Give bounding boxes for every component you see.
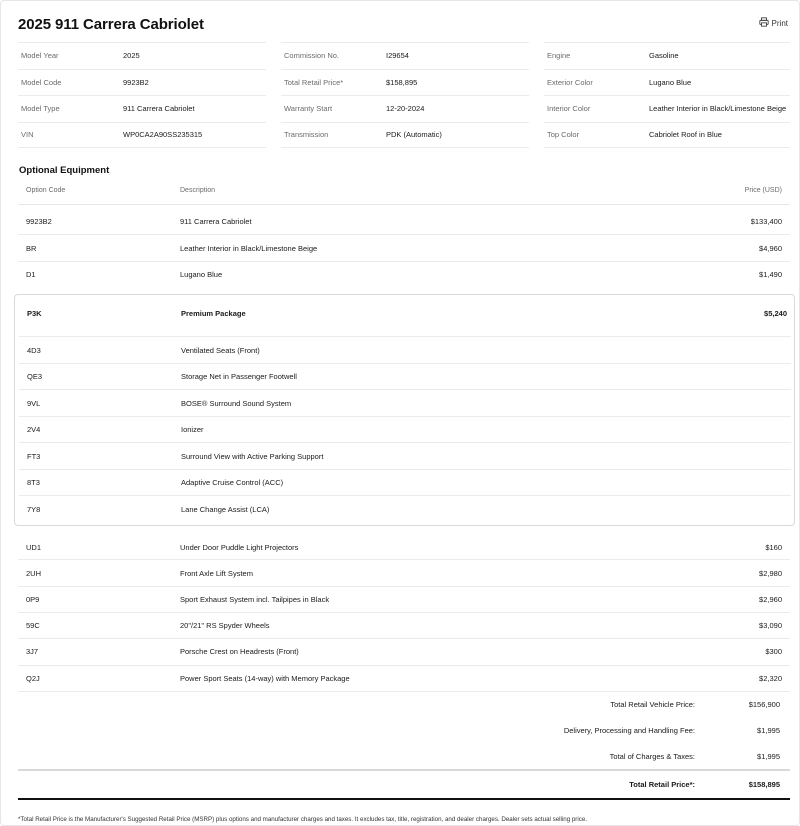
- spec-value: PDK (Automatic): [386, 130, 442, 140]
- option-description: Lugano Blue: [180, 270, 223, 279]
- spec-value: $158,895: [386, 77, 418, 87]
- spec-row: [281, 122, 529, 149]
- option-code: 2V4: [27, 425, 41, 434]
- option-code: FT3: [27, 452, 41, 461]
- option-code: 8T3: [27, 478, 40, 487]
- spec-row: [544, 122, 790, 149]
- option-code: BR: [26, 244, 37, 253]
- spec-value: Cabriolet Roof in Blue: [649, 130, 722, 140]
- option-code: 4D3: [27, 346, 41, 355]
- spec-row: [281, 42, 529, 69]
- printer-icon: [759, 17, 769, 29]
- table-row: [18, 262, 790, 289]
- option-description: 20"/21" RS Spyder Wheels: [180, 621, 270, 630]
- option-code: Q2J: [26, 674, 40, 683]
- option-price: $4,960: [759, 244, 782, 253]
- package-item-row: [19, 496, 791, 525]
- option-code: 9VL: [27, 399, 41, 408]
- option-description: Power Sport Seats (14-way) with Memory Package: [180, 674, 350, 683]
- spec-value: WP0CA2A90SS235315: [123, 130, 203, 140]
- spec-label: Exterior Color: [547, 77, 593, 87]
- table-header: [18, 183, 790, 205]
- table-row: [18, 639, 790, 666]
- spec-value: 9923B2: [123, 77, 149, 87]
- charges-taxes-row: [408, 752, 788, 766]
- spec-row: [18, 69, 266, 96]
- option-description: Surround View with Active Parking Support: [181, 452, 324, 461]
- option-code: 59C: [26, 621, 40, 630]
- delivery-fee-row: [408, 726, 788, 740]
- option-description: Under Door Puddle Light Projectors: [180, 543, 299, 552]
- section-title: Optional Equipment: [19, 165, 110, 176]
- option-price: $2,980: [759, 569, 782, 578]
- option-description: Ionizer: [181, 425, 204, 434]
- package-description: Premium Package: [181, 309, 246, 318]
- spec-label: Engine: [547, 51, 571, 61]
- spec-value: 12-20-2024: [386, 104, 425, 114]
- total-label: Delivery, Processing and Handling Fee:: [563, 726, 695, 735]
- option-description: Ventilated Seats (Front): [181, 346, 260, 355]
- option-description: Leather Interior in Black/Limestone Beige: [180, 244, 318, 253]
- spec-label: Commission No.: [284, 51, 340, 61]
- option-code: UD1: [26, 543, 42, 552]
- spec-row: [18, 42, 266, 69]
- divider: [18, 769, 790, 771]
- spec-value: 2025: [123, 51, 140, 61]
- spec-row: [281, 95, 529, 122]
- package-header-row: [19, 295, 791, 337]
- total-value: $1,995: [757, 752, 780, 761]
- page-title: 2025 911 Carrera Cabriolet: [18, 16, 204, 33]
- option-description: Porsche Crest on Headrests (Front): [180, 647, 299, 656]
- table-row: [18, 560, 790, 587]
- option-description: 911 Carrera Cabriolet: [180, 217, 252, 226]
- option-price: $300: [765, 647, 782, 656]
- spec-column-3: [544, 42, 790, 148]
- header-price: Price (USD): [744, 187, 782, 194]
- print-button[interactable]: [759, 17, 788, 29]
- option-price: $3,090: [759, 621, 782, 630]
- spec-row: [544, 95, 790, 122]
- premium-package-group: [14, 294, 795, 526]
- grand-total-label: Total Retail Price*:: [629, 780, 695, 789]
- option-description: Front Axle Lift System: [180, 569, 253, 578]
- spec-value: Gasoline: [649, 51, 679, 61]
- option-code: 0P9: [26, 595, 40, 604]
- header-description: Description: [180, 187, 216, 194]
- spec-row: [281, 69, 529, 96]
- spec-label: Transmission: [284, 130, 329, 140]
- package-item-row: [19, 470, 791, 496]
- package-item-row: [19, 390, 791, 417]
- total-value: $156,900: [748, 700, 780, 709]
- option-code: D1: [26, 270, 36, 279]
- spec-value: Leather Interior in Black/Limestone Beige: [649, 104, 787, 114]
- divider: [18, 798, 790, 800]
- spec-row: [544, 42, 790, 69]
- table-row: [18, 587, 790, 613]
- package-item-row: [19, 337, 791, 364]
- option-price: $2,320: [759, 674, 782, 683]
- table-row: [18, 235, 790, 262]
- table-row: [18, 208, 790, 235]
- total-label: Total Retail Vehicle Price:: [610, 700, 695, 709]
- option-description: Adaptive Cruise Control (ACC): [181, 478, 284, 487]
- option-code: 3J7: [26, 647, 39, 656]
- spec-column-2: [281, 42, 529, 148]
- spec-row: [544, 69, 790, 96]
- grand-total-value: $158,895: [748, 780, 780, 789]
- spec-label: Warranty Start: [284, 104, 333, 114]
- spec-value: I29654: [386, 51, 409, 61]
- table-row: [18, 666, 790, 692]
- spec-label: Model Type: [21, 104, 60, 114]
- option-description: Sport Exhaust System incl. Tailpipes in Black: [180, 595, 330, 604]
- spec-label: Top Color: [547, 130, 580, 140]
- package-item-row: [19, 417, 791, 443]
- spec-label: VIN: [21, 130, 34, 140]
- footnote: *Total Retail Price is the Manufacturer's Suggested Retail Price (MSRP) plus options and manufacturer charges and taxes. It excludes tax, title, registration, and dealer charges. Dealer sets actual selling price.: [18, 816, 587, 823]
- option-description: Storage Net in Passenger Footwell: [181, 372, 297, 381]
- table-row: [18, 534, 790, 560]
- spec-value: Lugano Blue: [649, 77, 692, 87]
- spec-label: Model Year: [21, 51, 59, 61]
- spec-label: Model Code: [21, 77, 62, 87]
- print-label: Print: [771, 18, 788, 28]
- spec-row: [18, 122, 266, 149]
- table-row: [18, 613, 790, 639]
- spec-value: 911 Carrera Cabriolet: [123, 104, 195, 114]
- option-code: 7Y8: [27, 505, 41, 514]
- option-price: $1,490: [759, 270, 782, 279]
- spec-label: Interior Color: [547, 104, 591, 114]
- total-vehicle-price-row: [408, 700, 788, 714]
- total-value: $1,995: [757, 726, 780, 735]
- package-item-row: [19, 364, 791, 390]
- package-price: $5,240: [764, 309, 787, 318]
- spec-label: Total Retail Price*: [284, 77, 344, 87]
- option-price: $133,400: [750, 217, 782, 226]
- option-price: $160: [765, 543, 782, 552]
- option-description: Lane Change Assist (LCA): [181, 505, 270, 514]
- option-code: QE3: [27, 372, 43, 381]
- grand-total-row: [408, 780, 788, 794]
- option-code: 9923B2: [26, 217, 52, 226]
- total-label: Total of Charges & Taxes:: [609, 752, 695, 761]
- option-description: BOSE® Surround Sound System: [181, 399, 292, 408]
- option-price: $2,960: [759, 595, 782, 604]
- spec-row: [18, 95, 266, 122]
- package-code: P3K: [27, 309, 42, 318]
- package-item-row: [19, 443, 791, 470]
- option-code: 2UH: [26, 569, 42, 578]
- header-option-code: Option Code: [26, 187, 66, 194]
- spec-column-1: [18, 42, 266, 148]
